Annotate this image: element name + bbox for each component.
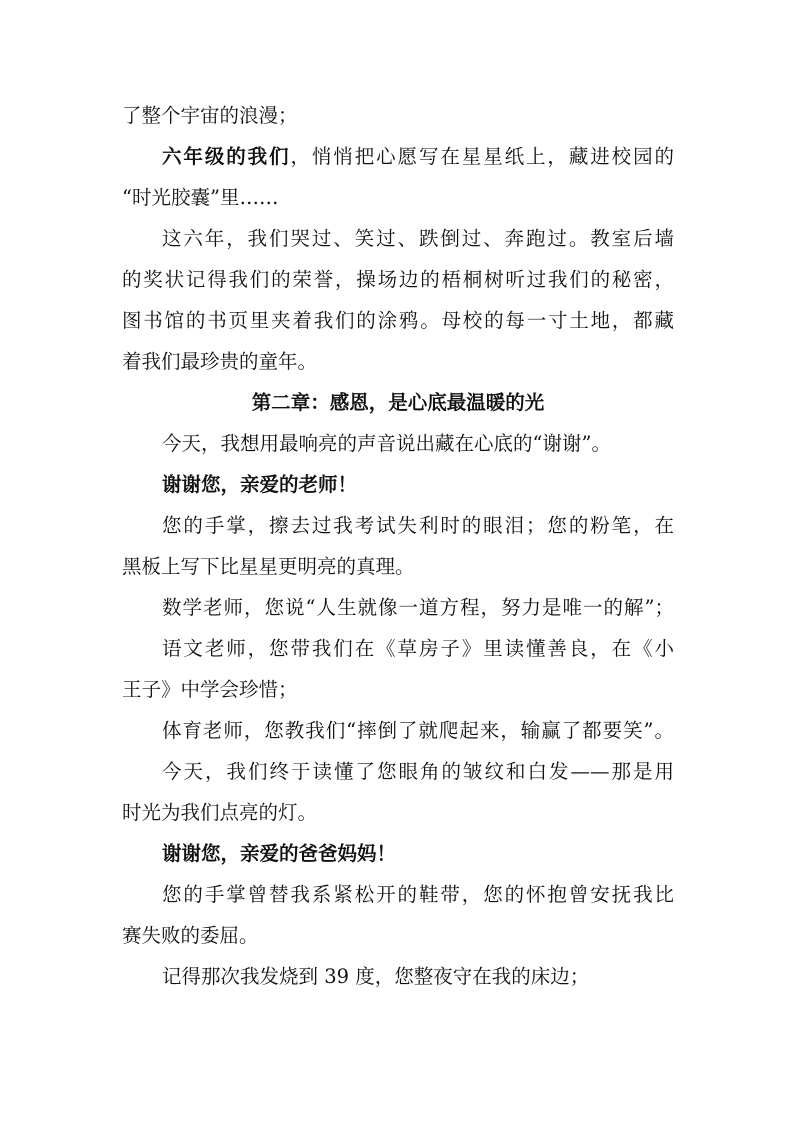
text-line: 记得那次我发烧到 39 度，您整夜守在我的床边； [162,965,590,988]
text-line: 黑板上写下比星星更明亮的真理。 [122,555,415,578]
text-line: 王子》中学会珍惜； [122,678,298,701]
text-line: 语文老师，您带我们在《草房子》里读懂善良，在《小 [162,637,674,660]
text-line: 今天，我们终于读懂了您眼角的皱纹和白发——那是用 [162,760,674,783]
text-line: 了整个宇宙的浪漫； [122,104,298,127]
bold-line: 谢谢您，亲爱的爸爸妈妈！ [162,842,397,865]
text-line: 体育老师，您教我们“摔倒了就爬起来，输赢了都要笑”。 [162,719,674,742]
text-line: 图书馆的书页里夹着我们的涂鸦。母校的每一寸土地，都藏 [122,309,674,332]
text-line: 今天，我想用最响亮的声音说出藏在心底的“谢谢”。 [162,432,611,455]
text-line: 您的手掌曾替我系紧松开的鞋带，您的怀抱曾安抚我比 [162,883,674,906]
document-body [122,95,674,997]
text-line [122,136,674,177]
text-line: 着我们最珍贵的童年。 [122,350,318,373]
text-line: 这六年，我们哭过、笑过、跌倒过、奔跑过。教室后墙 [162,227,674,250]
text-line: 的奖状记得我们的荣誉，操场边的梧桐树听过我们的秘密， [122,268,674,291]
chapter-heading: 第二章：感恩，是心底最温暖的光 [251,391,545,414]
text-line: 您的手掌，擦去过我考试失利时的眼泪；您的粉笔，在 [162,514,674,537]
text-span: ，悄悄把心愿写在星星纸上，藏进校园的 [290,145,674,168]
text-line: 数学老师，您说“人生就像一道方程，努力是唯一的解”； [162,596,674,619]
emphasis-text: 六年级的我们 [162,145,291,168]
text-line: 赛失败的委屈。 [122,924,259,947]
text-line: 时光为我们点亮的灯。 [122,801,318,824]
bold-line: 谢谢您，亲爱的老师！ [162,473,358,496]
text-line: “时光胶囊”里…… [122,186,279,209]
